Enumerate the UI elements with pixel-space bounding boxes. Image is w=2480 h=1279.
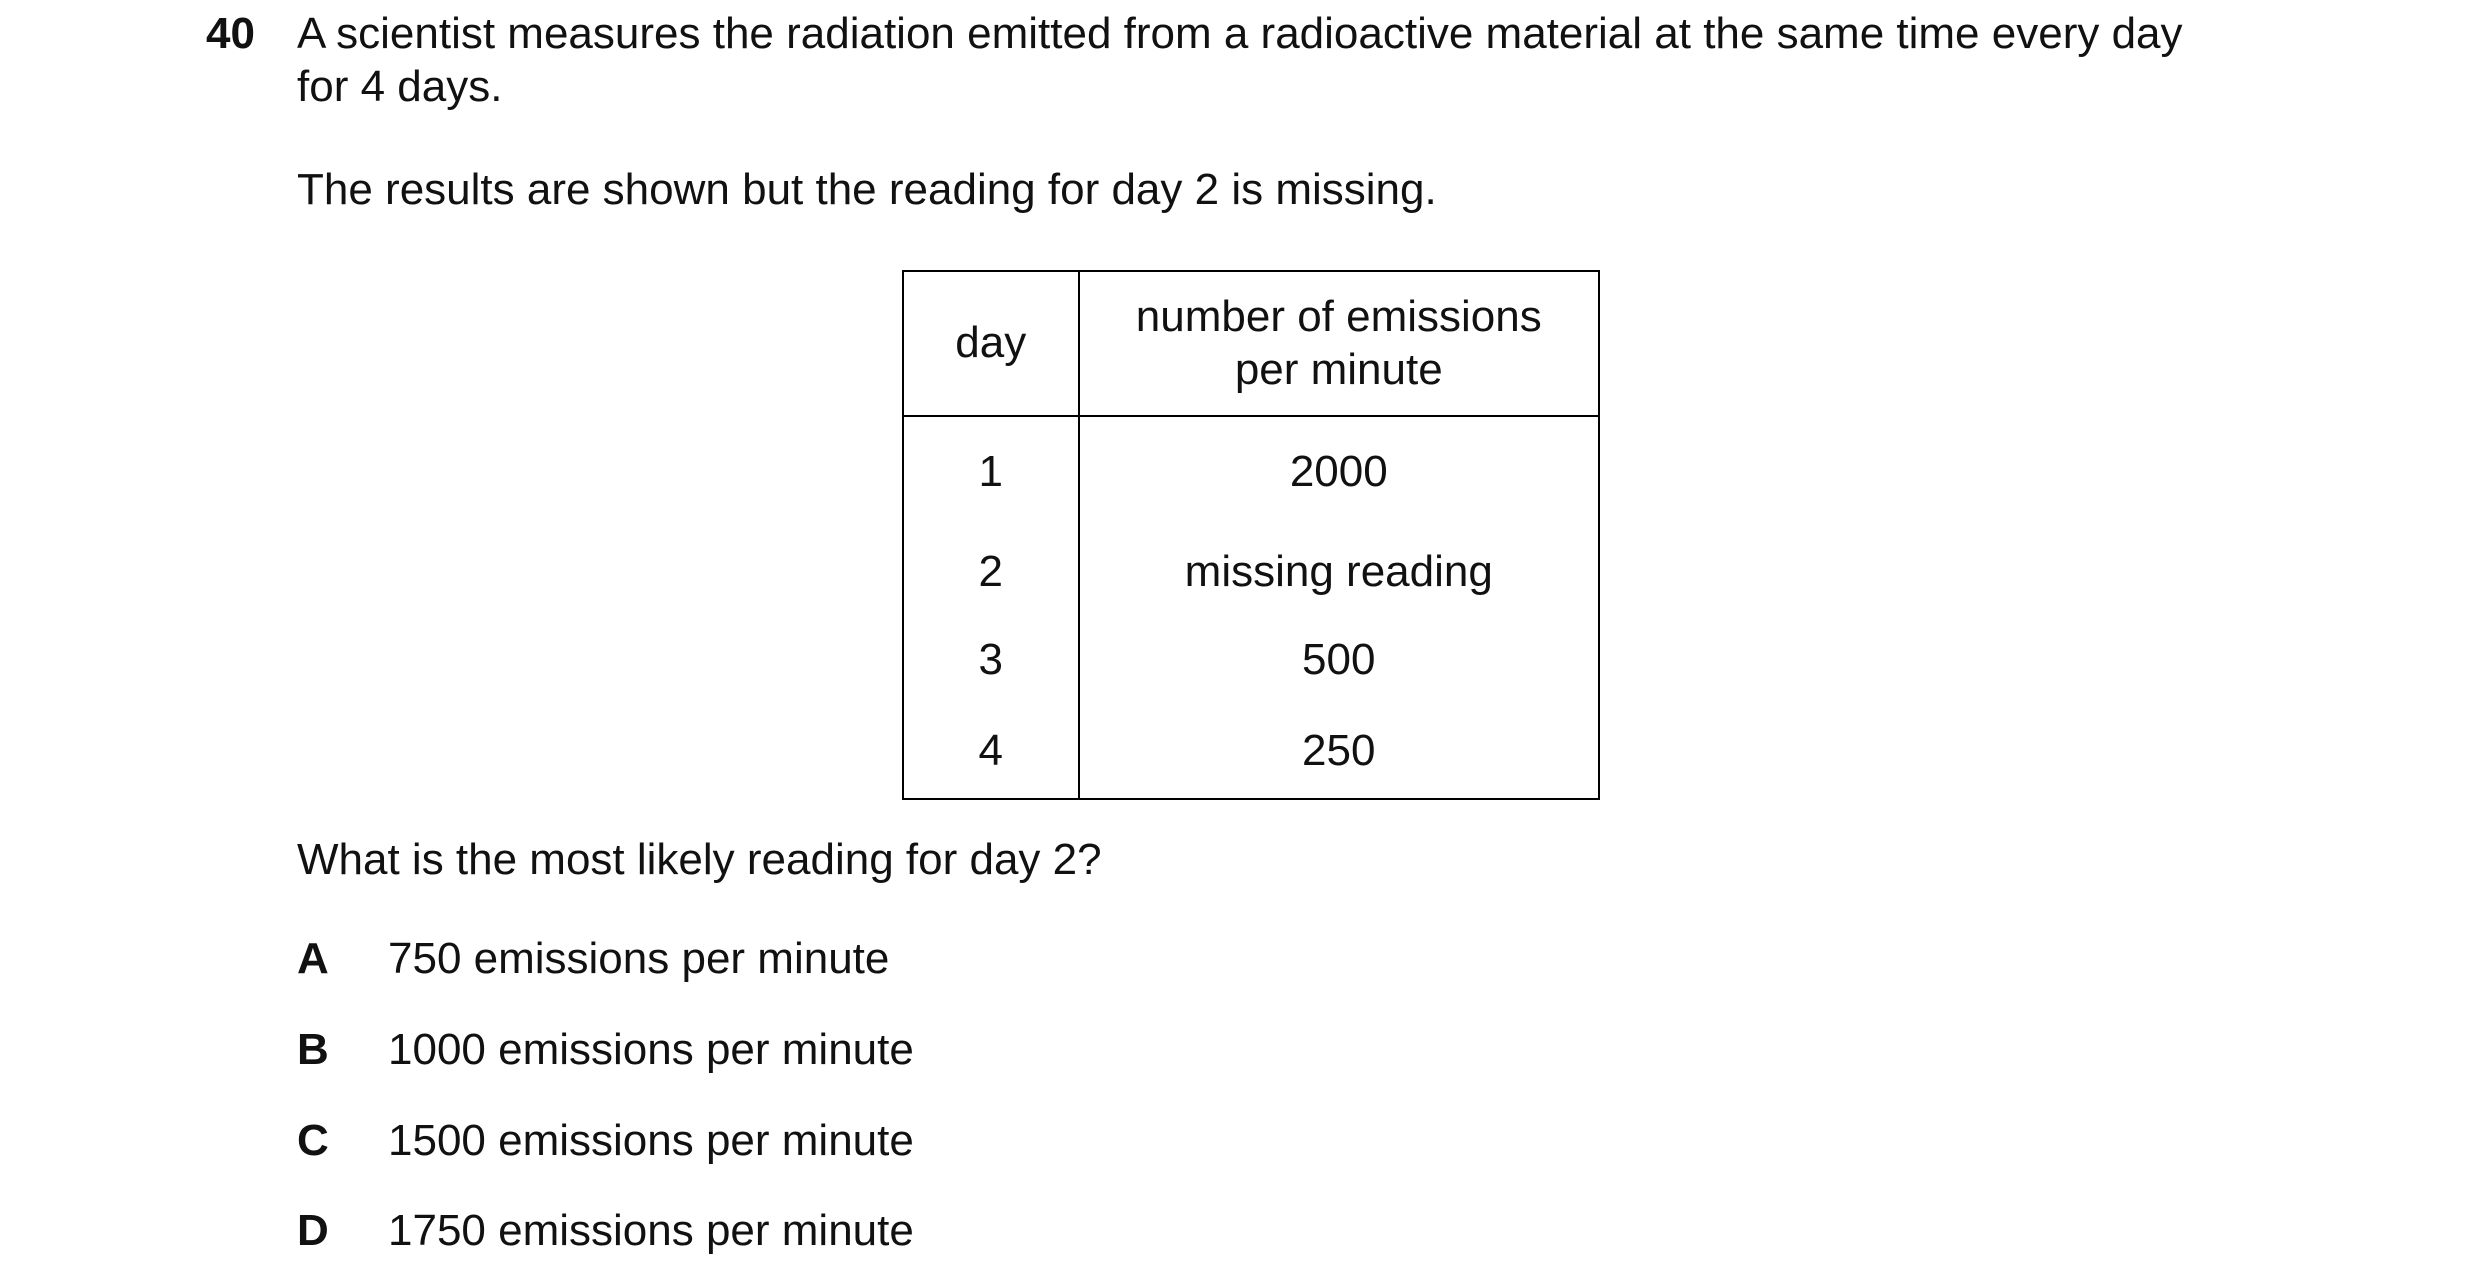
question-intro-line-1: A scientist measures the radiation emitted from a radioactive material at the same time every day — [297, 9, 2183, 58]
option-letter: C — [297, 1116, 329, 1165]
option-text: 1500 emissions per minute — [388, 1116, 914, 1165]
cell-day: 2 — [903, 528, 1079, 616]
cell-emissions: 250 — [1079, 704, 1599, 799]
header-emissions — [1079, 271, 1599, 416]
option-letter: D — [297, 1206, 329, 1255]
option-letter: A — [297, 934, 329, 983]
option-text: 750 emissions per minute — [388, 934, 890, 983]
header-emissions-line-2: per minute — [1234, 344, 1443, 394]
table-row — [903, 704, 1599, 799]
question-number: 40 — [206, 9, 255, 58]
results-table — [902, 270, 1600, 800]
results-note: The results are shown but the reading for day 2 is missing. — [297, 165, 1437, 214]
option-text: 1000 emissions per minute — [388, 1025, 914, 1074]
header-emissions-line-1: number of emissions — [1135, 291, 1542, 341]
cell-day: 3 — [903, 616, 1079, 704]
table-row — [903, 616, 1599, 704]
table-row — [903, 416, 1599, 528]
option-text: 1750 emissions per minute — [388, 1206, 914, 1255]
answer-option-b[interactable] — [297, 1024, 914, 1077]
cell-emissions: missing reading — [1079, 528, 1599, 616]
cell-emissions: 500 — [1079, 616, 1599, 704]
header-day: day — [903, 271, 1079, 416]
cell-emissions: 2000 — [1079, 416, 1599, 528]
table-header-row — [903, 271, 1599, 416]
table-row — [903, 528, 1599, 616]
cell-day: 1 — [903, 416, 1079, 528]
question-prompt: What is the most likely reading for day 2? — [297, 835, 1102, 884]
answer-option-a[interactable] — [297, 933, 889, 986]
option-letter: B — [297, 1025, 329, 1074]
question-intro-line-2: for 4 days. — [297, 62, 503, 111]
answer-option-c[interactable] — [297, 1115, 914, 1168]
cell-day: 4 — [903, 704, 1079, 799]
answer-option-d[interactable] — [297, 1205, 914, 1258]
